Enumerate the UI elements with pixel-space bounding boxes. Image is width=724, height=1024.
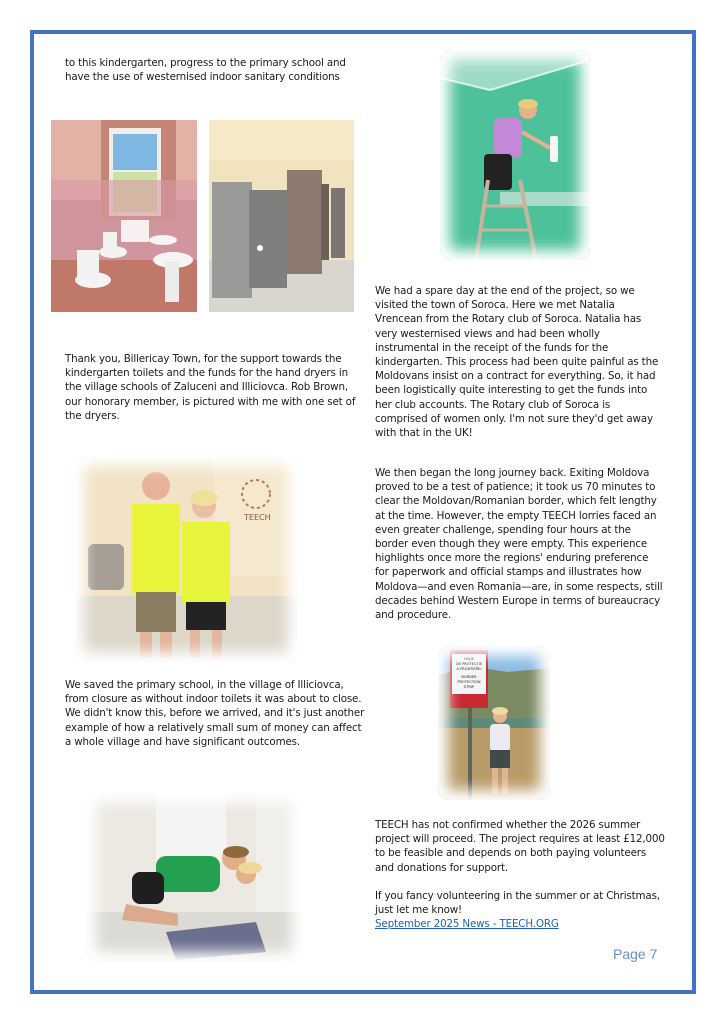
sign-line-2: DE PROTECȚIE	[455, 662, 483, 666]
thanks-text: Thank you, Billericay Town, for the support towards the kindergarten toilets and the funds for the hand dryers in the village schools of Zaluceni and Illiciovca. Rob Brown, our honorary member, is pictured with me with one set of the dryers.	[65, 353, 356, 422]
page-number: Page 7	[613, 946, 658, 962]
journey-text: We then began the long journey back. Exiting Moldova proved to be a test of patience; it took us 70 minutes to clear the Moldovan/Romanian border, which felt lengthy at the time. However, the empty TEECH lorries faced an even greater challenge, spending four hours at the border even though they were empty. This experience highlights once more the regions' enduring preference for paperwork and official stamps and illustrates how Moldova—and even Romania—are, in some respects, still decades behind Western Europe in terms of bureaucracy and procedure.	[375, 467, 663, 622]
floor-work-volunteers-photo	[86, 792, 302, 962]
saved-school-paragraph	[65, 678, 365, 749]
border-sign-photo	[438, 646, 550, 800]
news-link[interactable]: September 2025 News - TEECH.ORG	[375, 918, 559, 931]
journey-paragraph	[375, 466, 665, 622]
soroca-paragraph	[375, 284, 665, 440]
saved-school-text: We saved the primary school, in the village of Illiciovca, from closure as without indoor toilets it was about to close. We didn't know this, before we arrived, and it's just another example of how a relatively small sum of money can affect a whole village and have significant outcomes.	[65, 679, 365, 748]
toilets-cubicles-photo	[209, 120, 354, 312]
intro-text: to this kindergarten, progress to the primary school and have the use of westernised indoor sanitary conditions	[65, 57, 346, 84]
sign-line-1: FÂȘIE	[464, 657, 474, 661]
hand-dryer-volunteers-photo	[74, 456, 298, 662]
soroca-text: We had a spare day at the end of the project, so we visited the town of Soroca. Here we met Natalia Vrencean from the Rotary club of Soroca. Natalia has very westernised views and had been wholly instrumental in the receipt of the funds for the kindergarten. This process had been quite painful as the Moldovans insist on a contract for everything. So, it had been logistically quite interesting to get the funds into her club accounts. The Rotary club of Soroca is comprised of women only. I'm not sure they'd get away with that in the UK!	[375, 285, 659, 440]
volunteer-text: If you fancy volunteering in the summer or at Christmas, just let me know!	[375, 889, 660, 917]
painting-green-wall-photo	[440, 50, 590, 260]
sign-line-3: A FRONTIEREI	[456, 667, 482, 671]
sign-line-6: STRIP	[463, 685, 475, 689]
project-paragraph	[375, 818, 665, 931]
toilets-pink-photo	[51, 120, 197, 312]
sign-line-5: PROTECTION	[457, 680, 481, 684]
wall-art-caption: TEECH	[244, 513, 271, 522]
thanks-paragraph	[65, 352, 365, 423]
intro-paragraph	[65, 56, 365, 84]
project-text: TEECH has not confirmed whether the 2026 summer project will proceed. The project requires at least £12,000 to be feasible and depends on both paying volunteers and donations for support.	[375, 819, 665, 874]
sign-line-4: BORDER	[461, 675, 477, 679]
